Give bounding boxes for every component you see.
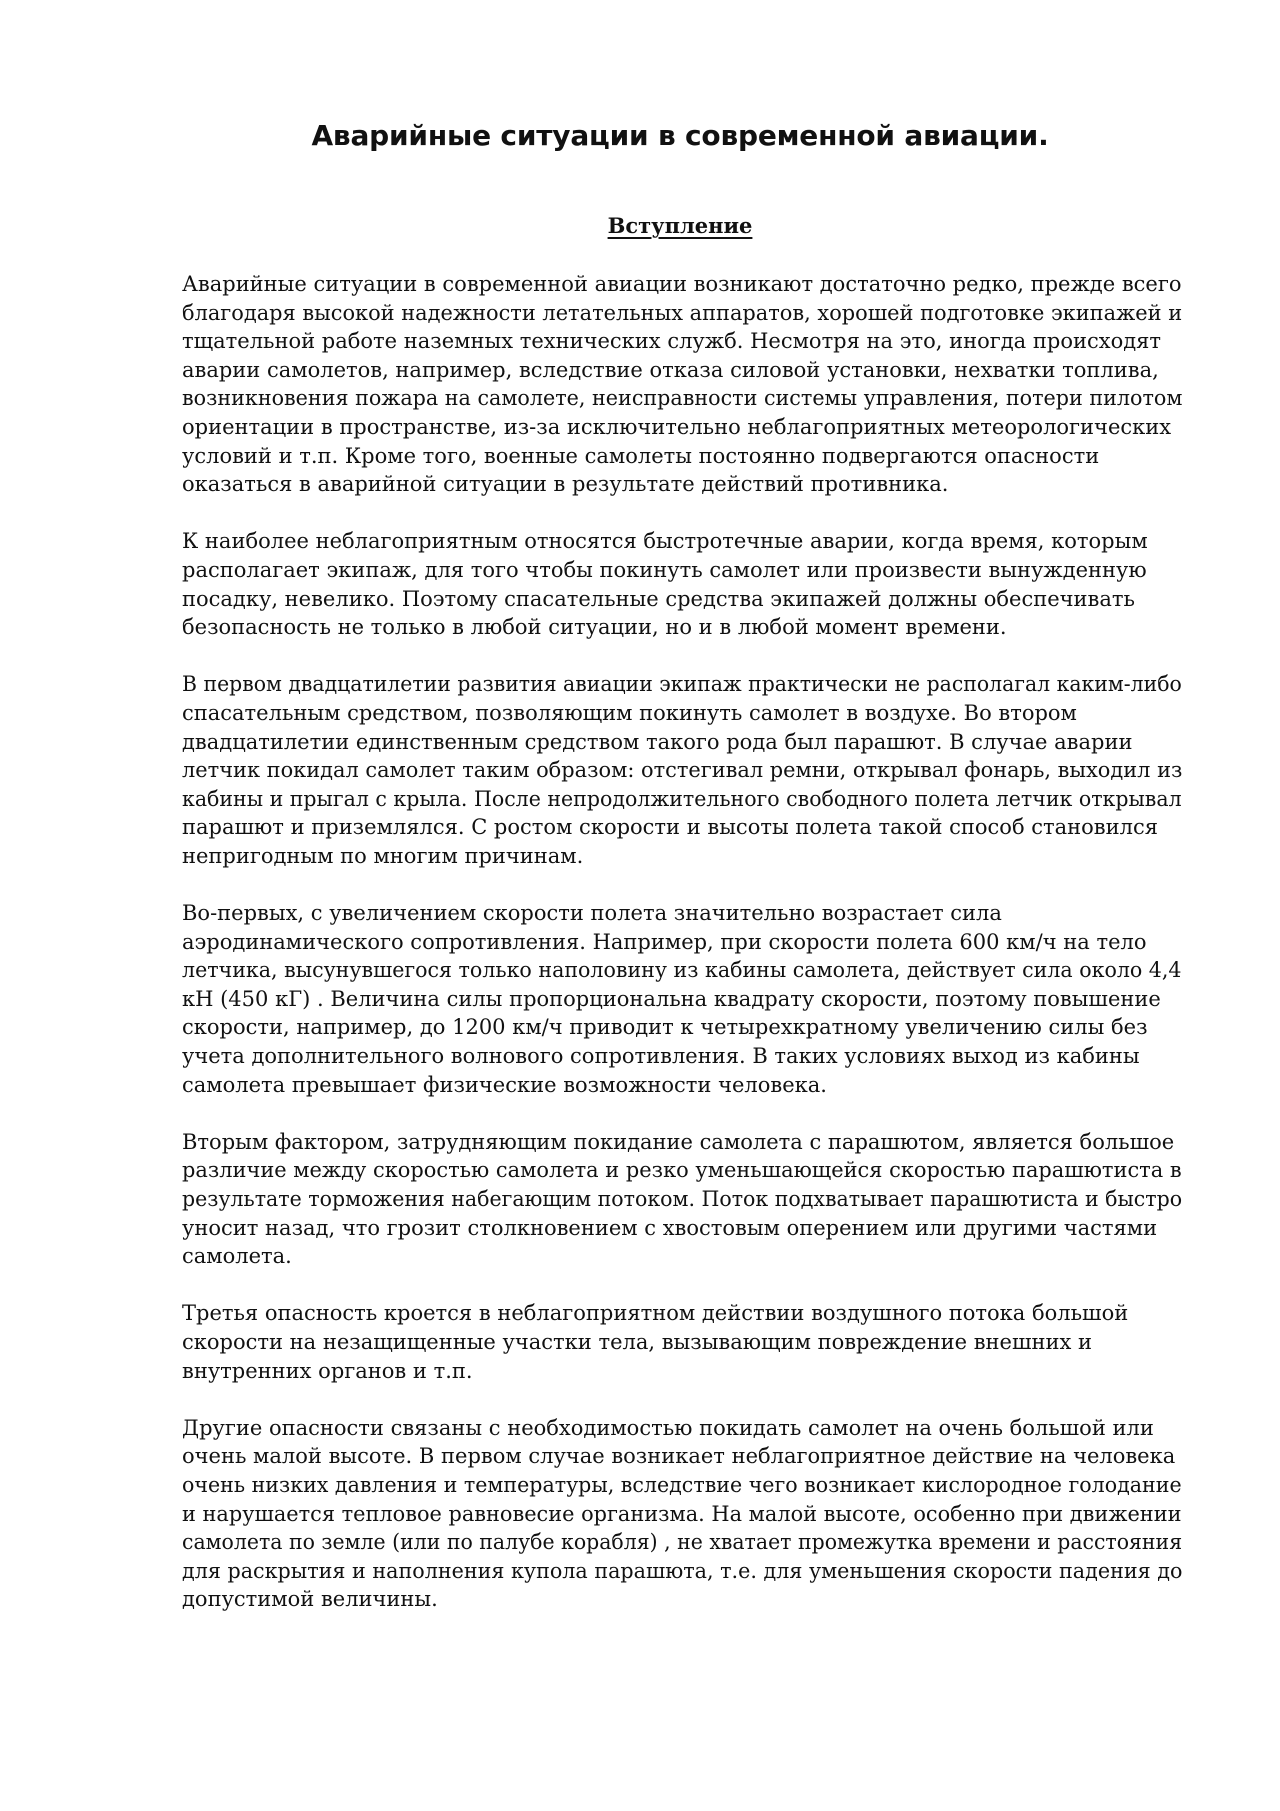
paragraph-line: располагает экипаж, для того чтобы покинуть самолет или произвести вынужденную	[182, 557, 1147, 582]
paragraph-line: очень малой высоте. В первом случае возникает неблагоприятное действие на человека	[182, 1444, 1176, 1469]
paragraph-line: оказаться в аварийной ситуации в результате действий противника.	[182, 472, 949, 497]
paragraph	[182, 899, 1182, 1099]
paragraph-line: летчика, высунувшегося только наполовину из кабины самолета, действует сила около 4,4	[182, 958, 1182, 983]
document-body	[182, 270, 1182, 1643]
paragraph-line: Аварийные ситуации в современной авиации возникают достаточно редко, прежде всего	[182, 272, 1182, 296]
paragraph-line: кабины и прыгал с крыла. После непродолжительного свободного полета летчик открывал	[182, 786, 1182, 811]
paragraph-line: допустимой величины.	[182, 1587, 438, 1612]
paragraph-line: возникновения пожара на самолете, неисправности системы управления, потери пилотом	[182, 386, 1183, 411]
paragraph-line: очень низких давления и температуры, вследствие чего возникает кислородное голодание	[182, 1472, 1182, 1497]
paragraph-line: уносит назад, что грозит столкновением с хвостовым оперением или другими частями	[182, 1215, 1158, 1240]
paragraph-line: В первом двадцатилетии развития авиации экипаж практически не располагал каким-либо	[182, 672, 1182, 697]
paragraph-line: аварии самолетов, например, вследствие отказа силовой установки, нехватки топлива,	[182, 357, 1159, 382]
paragraph-line: Третья опасность кроется в неблагоприятном действии воздушного потока большой	[182, 1301, 1129, 1326]
paragraph-line: ориентации в пространстве, из-за исключительно неблагоприятных метеорологических	[182, 414, 1172, 439]
paragraph-line: самолета превышает физические возможности человека.	[182, 1072, 827, 1097]
document-title: Аварийные ситуации в современной авиации.	[311, 119, 1049, 152]
paragraph-line: для раскрытия и наполнения купола парашюта, т.е. для уменьшения скорости падения до	[182, 1558, 1183, 1583]
paragraph	[182, 1128, 1182, 1271]
paragraph-line: тщательной работе наземных технических служб. Несмотря на это, иногда происходят	[182, 329, 1162, 354]
paragraph-line: Вторым фактором, затрудняющим покидание самолета с парашютом, является большое	[182, 1129, 1175, 1154]
section-heading: Вступление	[607, 213, 753, 238]
paragraph	[182, 527, 1182, 641]
paragraph-line: скорости, например, до 1200 км/ч приводит к четырехкратному увеличению силы без	[182, 1015, 1148, 1040]
paragraph-line: парашют и приземлялся. С ростом скорости и высоты полета такой способ становился	[182, 815, 1158, 840]
paragraph-line: самолета.	[182, 1244, 292, 1269]
paragraph-line: кН (450 кГ) . Величина силы пропорциональна квадрату скорости, поэтому повышение	[182, 986, 1161, 1011]
paragraph-line: различие между скоростью самолета и резко уменьшающейся скоростью парашютиста в	[182, 1158, 1182, 1183]
paragraph-line: посадку, невелико. Поэтому спасательные средства экипажей должны обеспечивать	[182, 586, 1135, 611]
paragraph-line: летчик покидал самолет таким образом: отстегивал ремни, открывал фонарь, выходил из	[182, 758, 1183, 783]
paragraph-line: условий и т.п. Кроме того, военные самолеты постоянно подвергаются опасности	[182, 443, 1100, 468]
paragraph-line: безопасность не только в любой ситуации, но и в любой момент времени.	[182, 615, 1007, 640]
paragraph-line: благодаря высокой надежности летательных аппаратов, хорошей подготовке экипажей и	[182, 300, 1183, 325]
paragraph-line: самолета по земле (или по палубе корабля) , не хватает промежутка времени и расстояния	[182, 1530, 1183, 1555]
paragraph-line: учета дополнительного волнового сопротивления. В таких условиях выход из кабины	[182, 1044, 1140, 1069]
paragraph-line: результате торможения набегающим потоком. Поток подхватывает парашютиста и быстро	[182, 1187, 1183, 1211]
paragraph-line: двадцатилетии единственным средством такого рода был парашют. В случае аварии	[182, 729, 1133, 754]
paragraph-line: скорости на незащищенные участки тела, вызывающим повреждение внешних и	[182, 1329, 1092, 1354]
paragraph	[182, 670, 1182, 870]
paragraph-line: К наиболее неблагоприятным относятся быстротечные аварии, когда время, которым	[182, 529, 1148, 554]
paragraph-line: спасательным средством, позволяющим покинуть самолет в воздухе. Во втором	[182, 700, 1077, 725]
paragraph-line: Другие опасности связаны с необходимостью покидать самолет на очень большой или	[182, 1415, 1154, 1440]
paragraph	[182, 1299, 1182, 1385]
paragraph	[182, 270, 1182, 499]
paragraph-line: и нарушается тепловое равновесие организма. На малой высоте, особенно при движении	[182, 1501, 1182, 1526]
paragraph-line: внутренних органов и т.п.	[182, 1358, 473, 1383]
paragraph-line: аэродинамического сопротивления. Например, при скорости полета 600 км/ч на тело	[182, 929, 1147, 954]
paragraph-line: Во-первых, с увеличением скорости полета значительно возрастает сила	[182, 901, 1002, 926]
paragraph-line: непригодным по многим причинам.	[182, 843, 584, 868]
paragraph	[182, 1414, 1182, 1614]
